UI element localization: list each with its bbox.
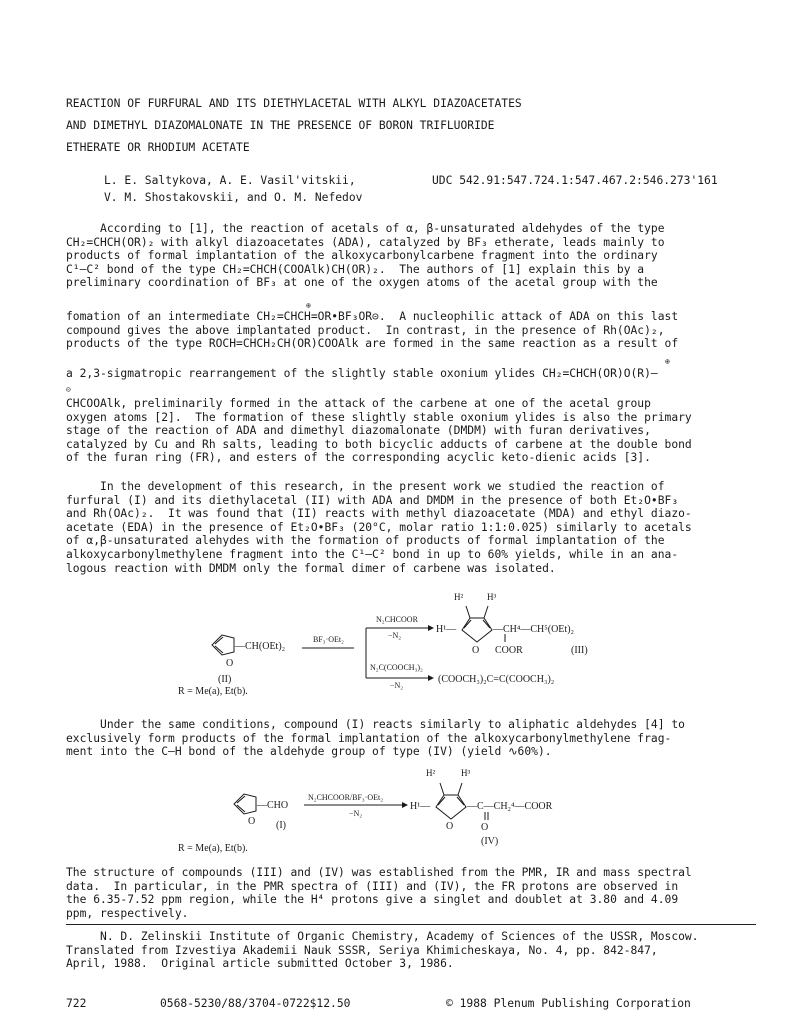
affiliation-footnote: N. D. Zelinskii Institute of Organic Chemistry, Academy of Sciences of the USSR, Moscow. Translated from Izvestiya Akademii Nauk SSSR, Seriya Khimicheskaya, No. 4, pp. 842-847, April, 1988. Original article submitted October 3, 1986. xyxy=(66,930,699,971)
charge-plus-1: ⊕ xyxy=(306,301,311,310)
title-line-2: AND DIMETHYL DIAZOMALONATE IN THE PRESENCE OF BORON TRIFLUORIDE xyxy=(66,119,495,132)
reaction-scheme-1 xyxy=(0,590,807,700)
label-IV: (IV) xyxy=(481,836,499,847)
reagent-scheme-2: N₂CHCOOR/BF₃·OEt₂ xyxy=(308,793,384,802)
title-line-3: ETHERATE OR RHODIUM ACETATE xyxy=(66,141,250,154)
paragraph-3: Under the same conditions, compound (I) reacts similarly to aliphatic aldehydes [4] to exclusively form products of the formal implantation of the alkoxycarbonylmethylene frag- ment into the C—H bond of the aldehyde group of type (IV) (yield ∿60%). xyxy=(66,718,685,759)
arrowhead-scheme-2 xyxy=(402,802,408,808)
paragraph-1a: According to [1], the reaction of acetals of α, β-unsaturated aldehydes of the type CH₂=CHCH(OR)₂ with alkyl diazoacetates (ADA), catalyzed by BF₃ etherate, leads mainly to products of formal implantation of the alkoxycarbonylcarbene fragment into the ordinary C¹—C² bond of the type CH₂=CHCH(COOAlk)CH(OR)₂. The authors of [1] explain this by a preliminary coordination of BF₃ at one of the oxygen atoms of the acetal group with the xyxy=(66,222,665,290)
paragraph-4: The structure of compounds (III) and (IV) was established from the PMR, IR and mass spectral data. In particular, in the PMR spectra of (III) and (IV), the FR protons are observed in the 6.35-7.52 ppm region, while the H⁴ protons give a singlet and doublet at 3.80 and 4.09 ppm, respectively. xyxy=(66,866,692,920)
carbene-dimer: (COOCH₃)₂C=C(COOCH₃)₂ xyxy=(438,674,555,685)
paragraph-1c: a 2,3-sigmatropic rearrangement of the slightly stable oxonium ylides CH₂=CHCH(OR)O(R)— xyxy=(66,367,658,380)
r-definition-2: R = Me(a), Et(b). xyxy=(178,843,248,854)
authors-line-2: V. M. Shostakovskii, and O. M. Nefedov xyxy=(104,191,363,204)
h2-label-IV: H² xyxy=(426,768,436,778)
h1-label-III: H¹— xyxy=(436,624,457,635)
furan-oxygen-IV: O xyxy=(446,821,454,832)
page-number: 722 xyxy=(66,997,87,1010)
label-I: (I) xyxy=(276,820,286,831)
h3-label-IV: H³ xyxy=(461,768,471,778)
loss-scheme-2: −N₂ xyxy=(349,809,363,818)
side-chain-III: —CH⁴—CH⁵(OEt)₂ xyxy=(493,624,575,635)
charge-plus-2: ⊕ xyxy=(665,357,670,366)
paragraph-1d: CHCOOAlk, preliminarily formed in the attack of the carbene at one of the acetal group oxygen atoms [2]. The formation of these slightly stable oxonium ylides is also the primary stage of the reaction of ADA and dimethyl diazomalonate (DMDM) with furan derivatives, catalyzed by Cu and Rh salts, leading to both bicyclic adducts of carbene at the double bond of the furan ring (FR), and esters of the corresponding acyclic keto-dienic acids [3]. xyxy=(66,397,692,465)
reaction-scheme-2 xyxy=(0,766,807,856)
h1-label-IV: H¹— xyxy=(410,801,431,812)
substituent-I: —CHO xyxy=(257,800,289,811)
upper-loss: −N₂ xyxy=(388,631,402,640)
carbonyl-oxygen-IV: O xyxy=(481,822,489,833)
arrowhead-upper xyxy=(428,625,434,631)
furan-ring-IV xyxy=(436,783,466,819)
furan-ring-III xyxy=(462,606,492,642)
lower-loss: −N₂ xyxy=(390,681,404,690)
label-III: (III) xyxy=(571,645,588,656)
r-definition-1: R = Me(a), Et(b). xyxy=(178,686,248,697)
substituent-II: —CH(OEt)₂ xyxy=(235,641,286,652)
title-line-1: REACTION OF FURFURAL AND ITS DIETHYLACETAL WITH ALKYL DIAZOACETATES xyxy=(66,97,522,110)
paragraph-1b: fomation of an intermediate CH₂=CHCH=OR•BF₃OR⊝. A nucleophilic attack of ADA on this last compound gives the above implantated product. In contrast, in the presence of Rh(OAc)₂, products of the type ROCH=CHCH₂CH(OR)COOAlk are formed in the same reaction as a result of xyxy=(66,310,679,351)
article-code: 0568-5230/88/3704-0722$12.50 xyxy=(160,997,351,1010)
label-II: (II) xyxy=(218,674,232,685)
coor-group-III: COOR xyxy=(495,645,523,656)
furan-ring-II xyxy=(212,635,234,655)
authors-line-1: L. E. Saltykova, A. E. Vasil'vitskii, xyxy=(104,174,356,187)
furan-oxygen-III: O xyxy=(472,645,480,656)
furan-oxygen-II: O xyxy=(226,658,234,669)
charge-minus-1: ⊝ xyxy=(66,385,71,394)
furan-ring-I xyxy=(234,794,256,814)
reagent-bf3: BF₃·OEt₂ xyxy=(313,635,344,644)
h2-label-III: H² xyxy=(454,592,464,602)
side-chain-IV: —C—CH₂⁴—COOR xyxy=(467,801,553,812)
arrowhead-lower xyxy=(428,675,434,681)
footnote-rule xyxy=(66,924,756,925)
udc-code: UDC 542.91:547.724.1:547.467.2:546.273'161 xyxy=(432,174,718,187)
furan-oxygen-I: O xyxy=(248,816,256,827)
paragraph-2: In the development of this research, in the present work we studied the reaction of furfural (I) and its diethylacetal (II) with ADA and DMDM in the presence of both Et₂O•BF₃ and Rh(OAc)₂. It was found that (II) reacts with methyl diazoacetate (MDA) and ethyl diazo- acetate (EDA) in the presence of Et₂O•BF₃ (20°C, molar ratio 1:1:0.025) similarly to acetals of α,β-unsaturated alehydes with the formation of products of formal implantation of the alkoxycarbonylmethylene fragment into the C¹—C² bond in up to 60% yields, while in an ana- logous reaction with DMDM only the formal dimer of carbene was isolated. xyxy=(66,480,692,575)
copyright-line: © 1988 Plenum Publishing Corporation xyxy=(446,997,691,1010)
upper-reagent: N₂CHCOOR xyxy=(376,615,418,624)
lower-reagent: N₂C(COOCH₃)₂ xyxy=(370,663,423,672)
h3-label-III: H³ xyxy=(487,592,497,602)
